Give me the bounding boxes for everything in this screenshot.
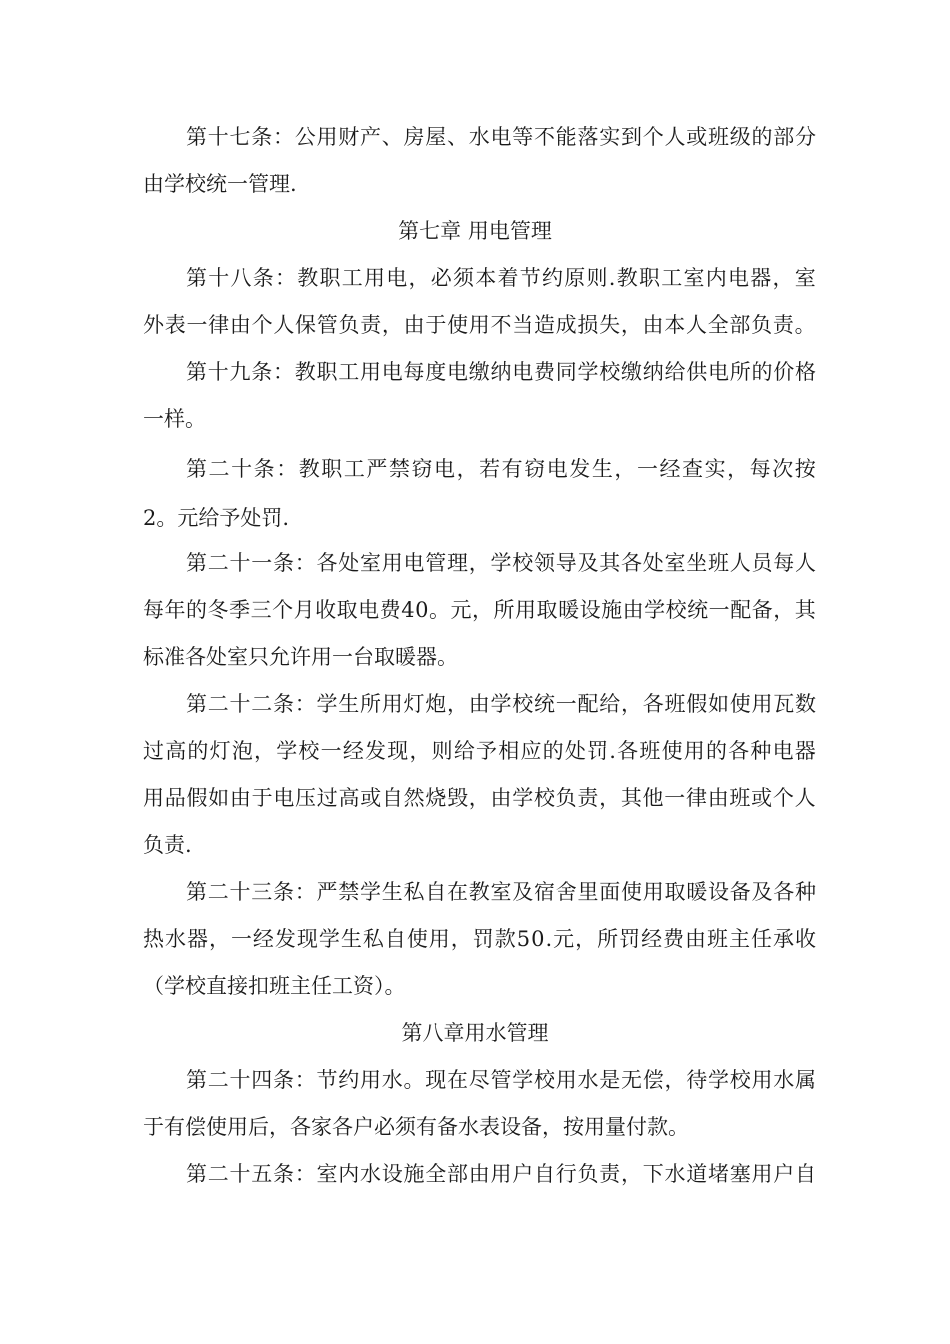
article-22-line-4: 负责. xyxy=(143,833,192,857)
article-17-line-1: 第 十 七 条 ： 公 用 财 产 、 房 屋 、 水 电 等 不 能 落 实 到 个 人 或 班 级 的 部 分 xyxy=(186,125,816,149)
article-23-line-3: （学校直接扣班主任工资）。 xyxy=(143,974,406,998)
article-22-line-1: 第 二 十 二 条 ： 学 生 所 用 灯 炮 ， 由 学 校 统 一 配 给 ， 各 班 假 如 使 用 瓦 数 xyxy=(186,692,816,716)
chapter-8-heading: 第八章用水管理 xyxy=(401,1021,549,1045)
article-21-line-3: 标准各处室只允许用一台取暖器。 xyxy=(143,645,458,669)
article-22-line-3: 用 品 假 如 由 于 电 压 过 高 或 自 然 烧 毁 ， 由 学 校 负 责 ， 其 他 一 律 由 班 或 个 人 xyxy=(143,786,816,810)
article-23-line-2: 热 水 器 ， 一 经 发 现 学 生 私 自 使 用 ， 罚 款 5 0 . 元 ， 所 罚 经 费 由 班 主 任 承 收 xyxy=(143,927,816,951)
article-25-line-1: 第 二 十 五 条 ： 室 内 水 设 施 全 部 由 用 户 自 行 负 责 ， 下 水 道 堵 塞 用 户 自 xyxy=(186,1162,816,1186)
article-18-line-2: 外 表 一 律 由 个 人 保 管 负 责 ， 由 于 使 用 不 当 造 成 损 失 ， 由 本 人 全 部 负 责 。 xyxy=(143,313,816,337)
chapter-7-heading: 第七章 用电管理 xyxy=(398,219,552,243)
article-20-line-1: 第 二 十 条 ： 教 职 工 严 禁 窃 电 ， 若 有 窃 电 发 生 ， 一 经 查 实 ， 每 次 按 xyxy=(186,457,816,481)
article-23-line-1: 第 二 十 三 条 ： 严 禁 学 生 私 自 在 教 室 及 宿 舍 里 面 使 用 取 暖 设 备 及 各 种 xyxy=(186,880,816,904)
article-21-line-1: 第 二 十 一 条 ： 各 处 室 用 电 管 理 ， 学 校 领 导 及 其 各 处 室 坐 班 人 员 每 人 xyxy=(186,551,816,575)
article-20-line-2: 2。元给予处罚. xyxy=(143,506,290,530)
article-24-line-1: 第 二 十 四 条 ： 节 约 用 水 。 现 在 尽 管 学 校 用 水 是 无 偿 ， 待 学 校 用 水 属 xyxy=(186,1068,816,1092)
article-24-line-2: 于有偿使用后，各家各户必须有备水表设备，按用量付款。 xyxy=(143,1115,689,1139)
article-17-line-2: 由学校统一管理. xyxy=(143,172,297,196)
article-18-line-1: 第 十 八 条 ： 教 职 工 用 电 ， 必 须 本 着 节 约 原 则 . 教 职 工 室 内 电 器 ， 室 xyxy=(186,266,816,290)
article-22-line-2: 过 高 的 灯 泡 ， 学 校 一 经 发 现 ， 则 给 予 相 应 的 处 罚 . 各 班 使 用 的 各 种 电 器 xyxy=(143,739,816,763)
article-19-line-1: 第 十 九 条 ： 教 职 工 用 电 每 度 电 缴 纳 电 费 同 学 校 缴 纳 给 供 电 所 的 价 格 xyxy=(186,360,816,384)
article-21-line-2: 每 年 的 冬 季 三 个 月 收 取 电 费 4 0 。 元 ， 所 用 取 暖 设 施 由 学 校 统 一 配 备 ， 其 xyxy=(143,598,816,622)
article-19-line-2: 一样。 xyxy=(143,407,206,431)
